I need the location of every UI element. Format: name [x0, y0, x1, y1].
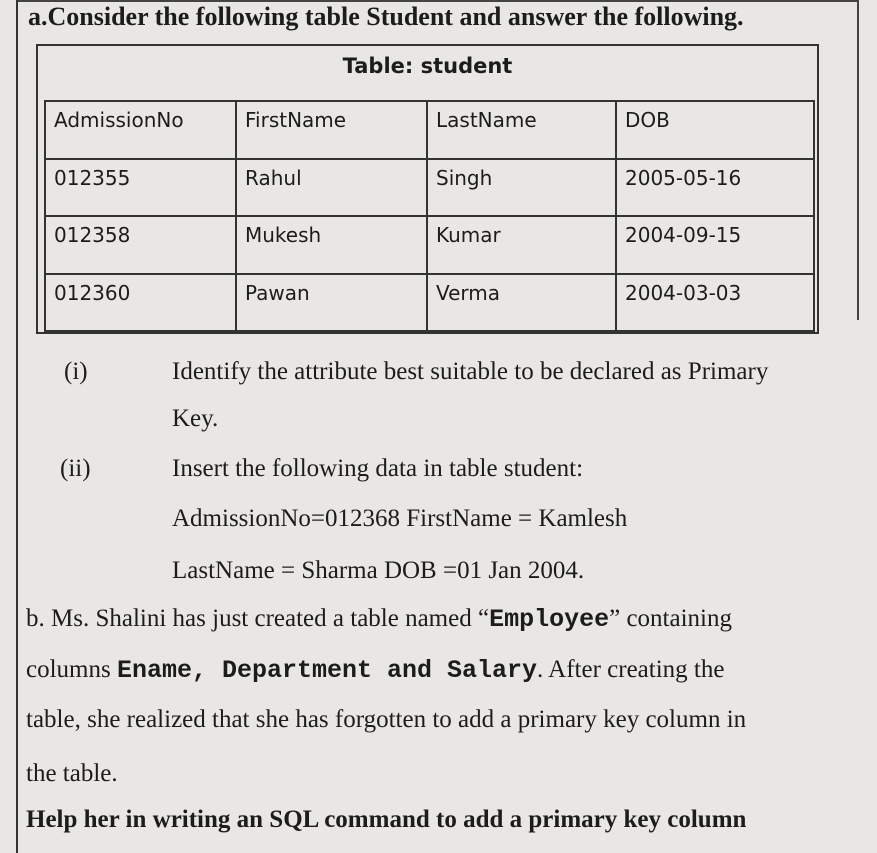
table-row: [45, 159, 814, 217]
table-row: [45, 274, 814, 332]
part-b-line-3: table, she realized that she has forgotten to add a primary key column in: [26, 706, 747, 733]
part-b-line-1-prefix: b. Ms. Shalini has just created a table named “: [26, 605, 490, 632]
cell-dob: 2004-03-03: [616, 274, 814, 332]
question-ii-marker: (ii): [60, 455, 91, 482]
cell-firstname: Rahul: [236, 159, 427, 217]
cell-dob: 2004-09-15: [616, 216, 814, 274]
part-b-line-2-prefix: columns: [26, 656, 117, 683]
cell-admissionno: 012355: [45, 159, 236, 217]
cell-lastname: Kumar: [427, 216, 616, 274]
part-b-line-2-suffix: . After creating the: [537, 656, 725, 683]
column-header-firstname: FirstName: [236, 101, 427, 159]
student-table: [44, 100, 815, 332]
cell-firstname: Pawan: [236, 274, 427, 332]
question-i-line-2: Key.: [172, 405, 219, 432]
question-ii-line-2: AdmissionNo=012368 FirstName = Kamlesh: [172, 505, 628, 532]
column-header-admissionno: AdmissionNo: [45, 101, 236, 159]
column-header-dob: DOB: [616, 101, 814, 159]
question-i-line-1: Identify the attribute best suitable to be declared as Primary: [172, 358, 769, 385]
columns-code: Ename, Department and Salary: [116, 656, 538, 685]
table-caption: Table: student: [342, 54, 513, 78]
page-border-right: [857, 0, 859, 320]
table-name-code: Employee: [489, 605, 610, 634]
cell-firstname: Mukesh: [236, 216, 427, 274]
part-b-line-1: [26, 605, 732, 634]
cell-dob: 2005-05-16: [616, 159, 814, 217]
column-header-lastname: LastName: [427, 101, 616, 159]
page-border-left: [16, 0, 18, 853]
table-header-row: [45, 101, 814, 159]
part-b-line-2: [26, 656, 724, 685]
question-i-marker: (i): [64, 358, 88, 385]
cell-lastname: Singh: [427, 159, 616, 217]
question-a-heading: a.Consider the following table Student and answer the following.: [28, 2, 744, 31]
part-b-line-5: Help her in writing an SQL command to add a primary key column: [26, 806, 747, 833]
student-table-box: [36, 44, 819, 334]
cell-admissionno: 012360: [45, 274, 236, 332]
table-row: [45, 216, 814, 274]
cell-admissionno: 012358: [45, 216, 236, 274]
part-b-line-4: the table.: [26, 760, 118, 787]
question-ii-line-3: LastName = Sharma DOB =01 Jan 2004.: [172, 557, 585, 584]
cell-lastname: Verma: [427, 274, 616, 332]
question-ii-line-1: Insert the following data in table student:: [172, 455, 584, 482]
part-b-line-1-suffix: ” containing: [609, 605, 732, 632]
